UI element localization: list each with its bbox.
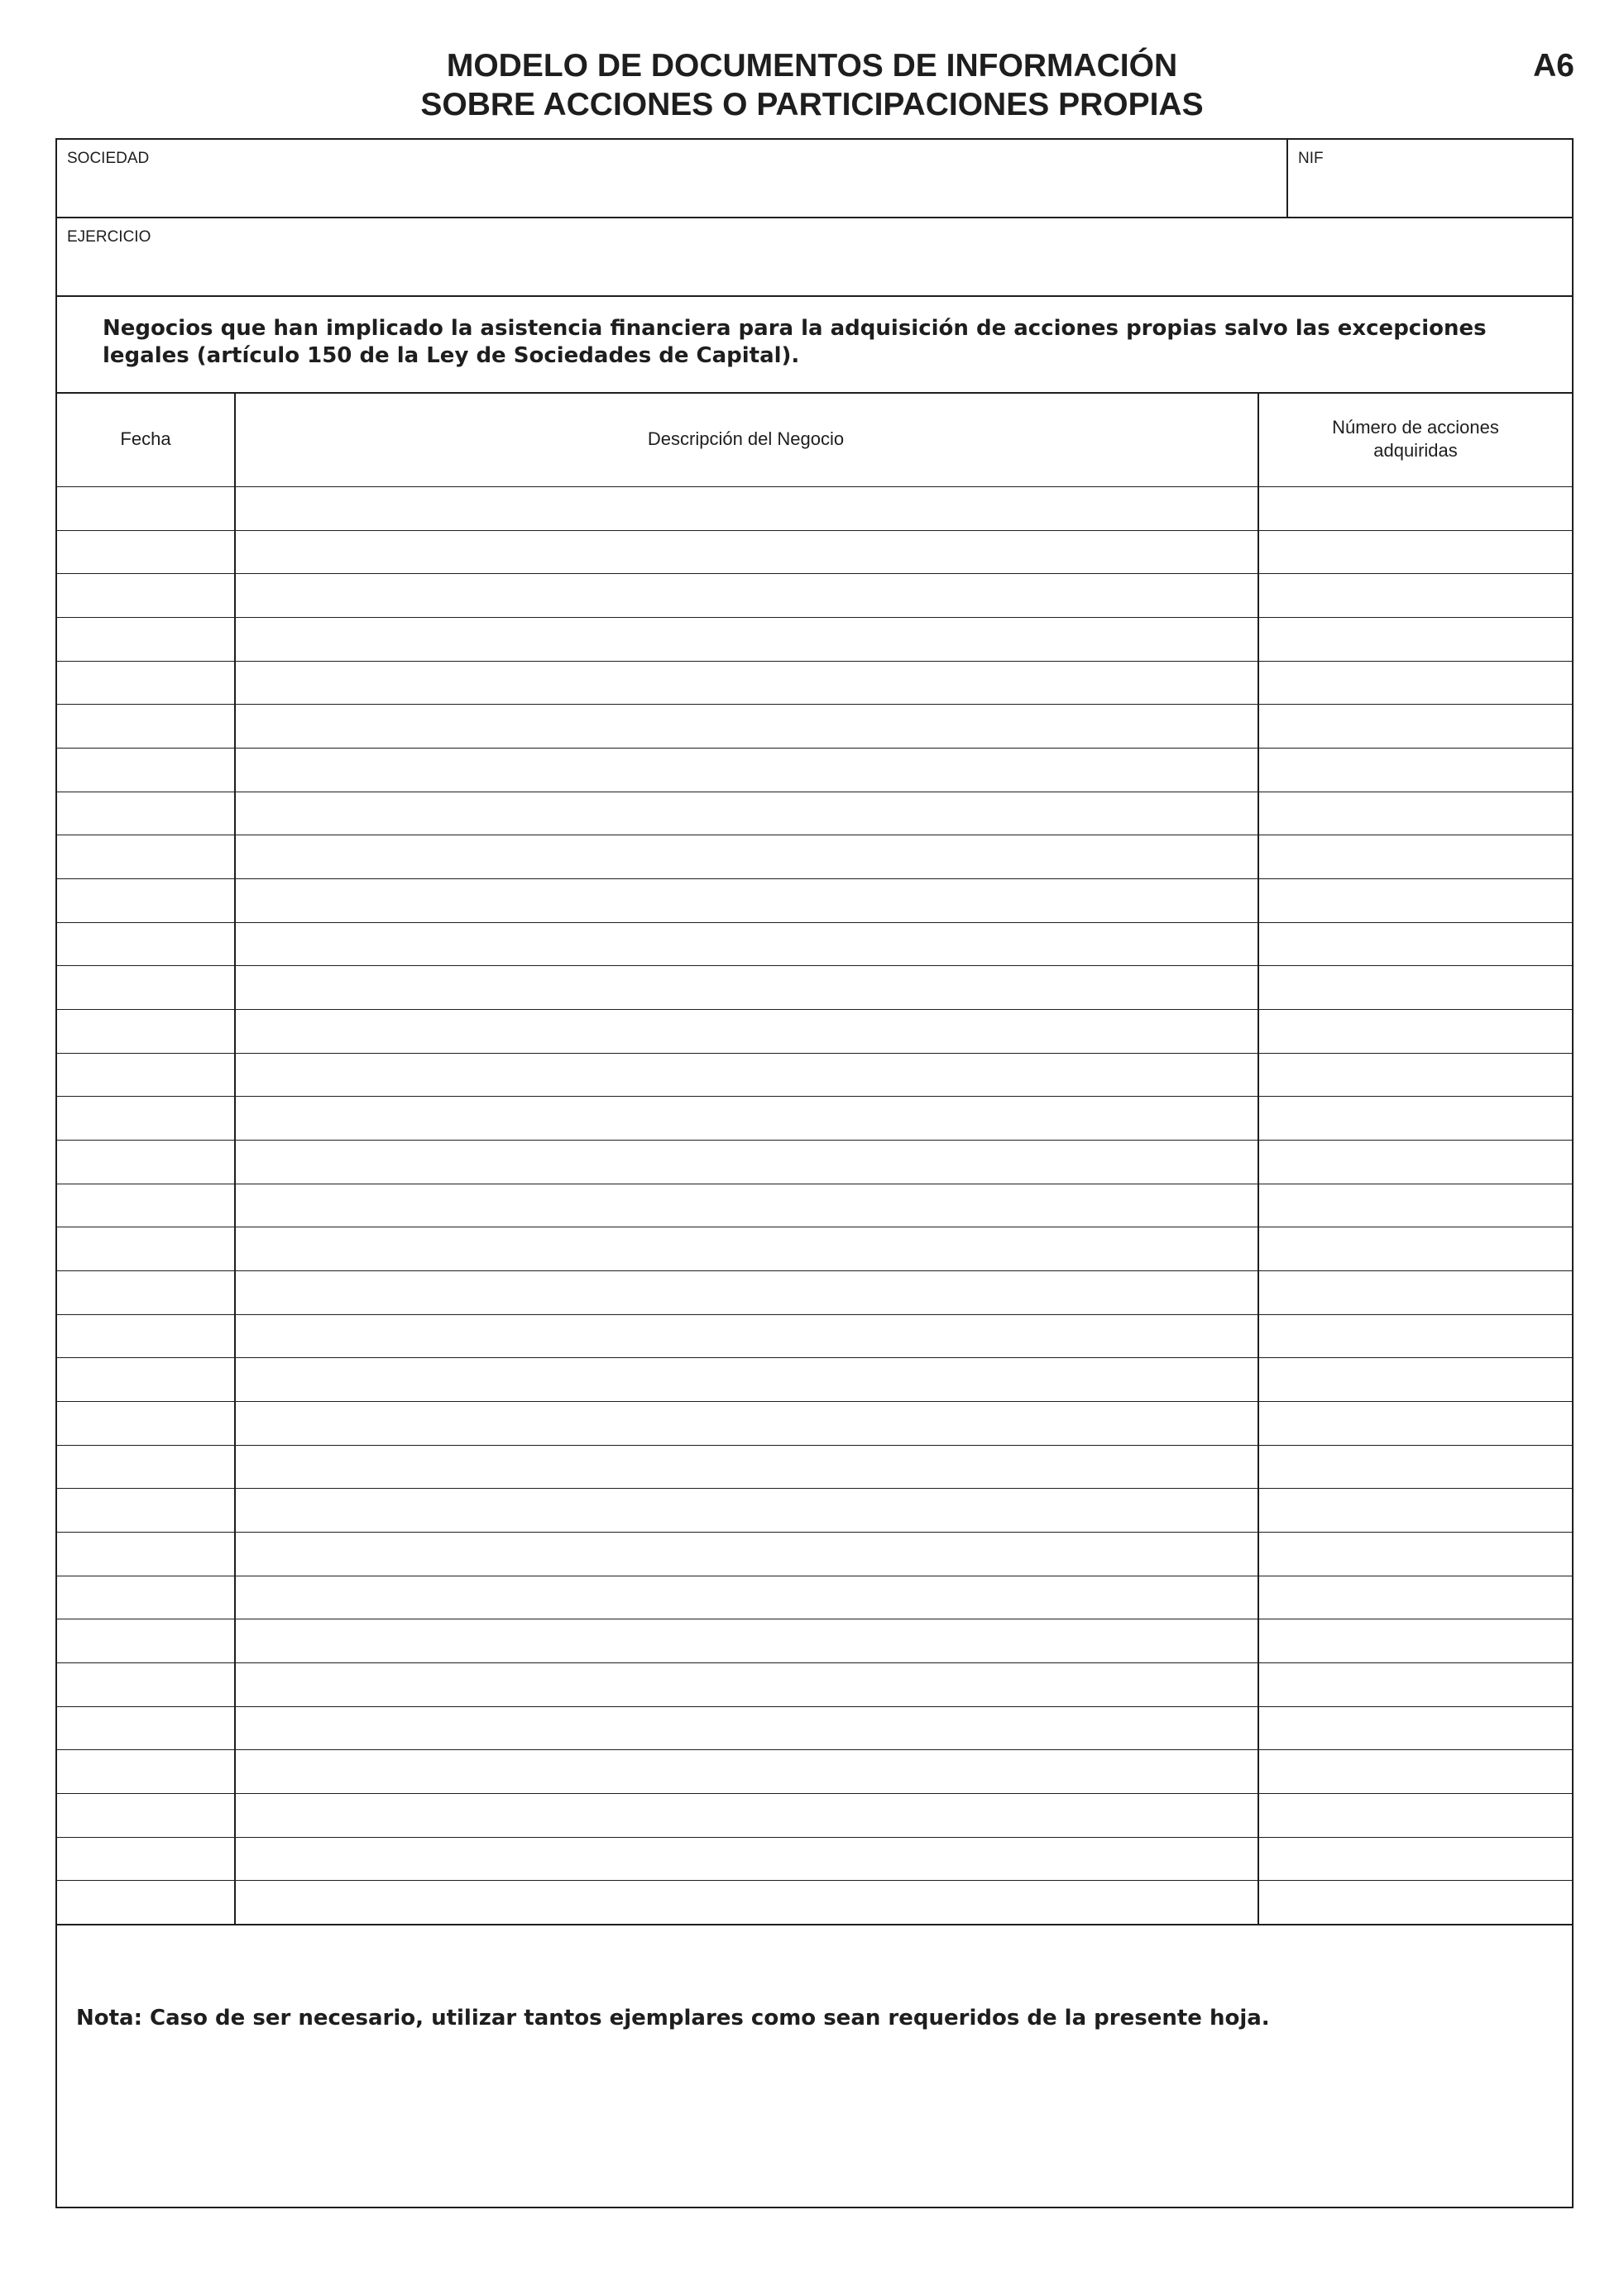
numero-acciones-input[interactable] <box>1258 662 1574 705</box>
numero-acciones-cell <box>1258 1097 1574 1140</box>
numero-acciones-cell <box>1258 879 1574 922</box>
fecha-input[interactable] <box>57 1446 234 1489</box>
fecha-cell <box>57 1184 234 1227</box>
table-row <box>57 922 1572 966</box>
table-row <box>57 878 1572 922</box>
fecha-input[interactable] <box>57 923 234 966</box>
descripcion-cell <box>234 1663 1258 1706</box>
divider <box>57 295 1572 297</box>
descripcion-input[interactable] <box>234 1663 1258 1706</box>
fecha-cell <box>57 487 234 530</box>
numero-acciones-cell <box>1258 1358 1574 1401</box>
numero-acciones-cell <box>1258 1663 1574 1706</box>
sociedad-input[interactable] <box>67 173 1277 210</box>
table-row <box>57 1619 1572 1662</box>
fecha-input[interactable] <box>57 879 234 922</box>
fecha-input[interactable] <box>57 1358 234 1401</box>
descripcion-cell <box>234 705 1258 748</box>
column-header-numero-acciones: Número de acciones adquiridas <box>1332 417 1499 461</box>
numero-acciones-input[interactable] <box>1258 705 1574 748</box>
descripcion-cell <box>234 531 1258 574</box>
descripcion-input[interactable] <box>234 1402 1258 1445</box>
numero-acciones-input[interactable] <box>1258 1794 1574 1837</box>
fecha-cell <box>57 1446 234 1489</box>
ejercicio-field <box>57 218 1572 295</box>
descripcion-cell <box>234 1358 1258 1401</box>
numero-acciones-input[interactable] <box>1258 879 1574 922</box>
numero-acciones-input[interactable] <box>1258 1446 1574 1489</box>
descripcion-cell <box>234 1881 1258 1924</box>
column-header-fecha: Fecha <box>120 428 171 449</box>
fecha-cell <box>57 705 234 748</box>
fecha-input[interactable] <box>57 1184 234 1227</box>
fecha-input[interactable] <box>57 1707 234 1750</box>
fecha-input[interactable] <box>57 1794 234 1837</box>
descripcion-input[interactable] <box>234 1794 1258 1837</box>
descripcion-input[interactable] <box>234 1838 1258 1881</box>
fecha-cell <box>57 574 234 617</box>
fecha-cell <box>57 1838 234 1881</box>
descripcion-input[interactable] <box>234 1881 1258 1924</box>
descripcion-input[interactable] <box>234 662 1258 705</box>
numero-acciones-cell <box>1258 1489 1574 1532</box>
form-frame <box>55 138 1574 2208</box>
descripcion-input[interactable] <box>234 792 1258 835</box>
section-heading: Negocios que han implicado la asistencia financiera para la adquisición de acciones propias salvo las excepciones legales (artículo 150 de la Ley de Sociedades de Capital). <box>103 316 1487 368</box>
descripcion-input[interactable] <box>234 1271 1258 1314</box>
numero-acciones-input[interactable] <box>1258 1489 1574 1532</box>
fecha-cell <box>57 1707 234 1750</box>
table-row <box>57 1793 1572 1837</box>
numero-acciones-cell <box>1258 749 1574 792</box>
fecha-cell <box>57 1054 234 1097</box>
numero-acciones-input[interactable] <box>1258 1358 1574 1401</box>
descripcion-cell <box>234 1184 1258 1227</box>
numero-acciones-input[interactable] <box>1258 966 1574 1009</box>
numero-acciones-cell <box>1258 531 1574 574</box>
numero-acciones-cell <box>1258 1619 1574 1662</box>
numero-acciones-cell <box>1258 1315 1574 1358</box>
descripcion-cell <box>234 1402 1258 1445</box>
table-row <box>57 1576 1572 1619</box>
descripcion-input[interactable] <box>234 835 1258 878</box>
numero-acciones-cell <box>1258 1794 1574 1837</box>
fecha-cell <box>57 966 234 1009</box>
numero-acciones-cell <box>1258 487 1574 530</box>
numero-acciones-input[interactable] <box>1258 1838 1574 1881</box>
fecha-cell <box>57 879 234 922</box>
numero-acciones-cell <box>1258 1010 1574 1053</box>
fecha-cell <box>57 923 234 966</box>
table-row <box>57 661 1572 705</box>
numero-acciones-input[interactable] <box>1258 1054 1574 1097</box>
table-row <box>57 965 1572 1009</box>
descripcion-input[interactable] <box>234 1097 1258 1140</box>
fecha-input[interactable] <box>57 1010 234 1053</box>
numero-acciones-cell <box>1258 1576 1574 1619</box>
table-row <box>57 1314 1572 1358</box>
descripcion-cell <box>234 1707 1258 1750</box>
fecha-cell <box>57 1358 234 1401</box>
descripcion-cell <box>234 1838 1258 1881</box>
table-row <box>57 1837 1572 1881</box>
column-header-descripcion: Descripción del Negocio <box>647 428 845 449</box>
descripcion-cell <box>234 835 1258 878</box>
descripcion-cell <box>234 1750 1258 1793</box>
fecha-input[interactable] <box>57 1750 234 1793</box>
numero-acciones-cell <box>1258 705 1574 748</box>
descripcion-cell <box>234 574 1258 617</box>
fecha-cell <box>57 792 234 835</box>
numero-acciones-input[interactable] <box>1258 1315 1574 1358</box>
fecha-cell <box>57 1794 234 1837</box>
numero-acciones-input[interactable] <box>1258 1097 1574 1140</box>
numero-acciones-input[interactable] <box>1258 618 1574 661</box>
numero-acciones-cell <box>1258 1838 1574 1881</box>
descripcion-input[interactable] <box>234 487 1258 530</box>
numero-acciones-cell <box>1258 1533 1574 1576</box>
fecha-cell <box>57 1576 234 1619</box>
ejercicio-label: EJERCICIO <box>67 228 151 246</box>
table-row <box>57 1445 1572 1489</box>
descripcion-cell <box>234 1010 1258 1053</box>
descripcion-input[interactable] <box>234 1358 1258 1401</box>
table-row <box>57 1096 1572 1140</box>
descripcion-input[interactable] <box>234 705 1258 748</box>
nif-field <box>1288 140 1572 217</box>
numero-acciones-cell <box>1258 1141 1574 1184</box>
descripcion-cell <box>234 1227 1258 1270</box>
descripcion-input[interactable] <box>234 1010 1258 1053</box>
table-row <box>57 573 1572 617</box>
numero-acciones-input[interactable] <box>1258 749 1574 792</box>
numero-acciones-cell <box>1258 1184 1574 1227</box>
operations-table <box>57 392 1572 1924</box>
fecha-input[interactable] <box>57 1227 234 1270</box>
descripcion-input[interactable] <box>234 1576 1258 1619</box>
descripcion-cell <box>234 966 1258 1009</box>
table-row <box>57 1488 1572 1532</box>
nif-label: NIF <box>1298 150 1324 167</box>
fecha-cell <box>57 1271 234 1314</box>
numero-acciones-cell <box>1258 835 1574 878</box>
numero-acciones-cell <box>1258 1750 1574 1793</box>
descripcion-cell <box>234 923 1258 966</box>
fecha-cell <box>57 1881 234 1924</box>
descripcion-input[interactable] <box>234 1054 1258 1097</box>
table-row <box>57 835 1572 878</box>
descripcion-input[interactable] <box>234 1141 1258 1184</box>
fecha-input[interactable] <box>57 618 234 661</box>
table-row <box>57 1357 1572 1401</box>
table-row <box>57 1053 1572 1097</box>
fecha-input[interactable] <box>57 574 234 617</box>
numero-acciones-input[interactable] <box>1258 1707 1574 1750</box>
fecha-cell <box>57 749 234 792</box>
descripcion-input[interactable] <box>234 1750 1258 1793</box>
numero-acciones-cell <box>1258 574 1574 617</box>
descripcion-cell <box>234 487 1258 530</box>
numero-acciones-cell <box>1258 1881 1574 1924</box>
numero-acciones-input[interactable] <box>1258 792 1574 835</box>
descripcion-input[interactable] <box>234 749 1258 792</box>
descripcion-input[interactable] <box>234 1707 1258 1750</box>
table-row <box>57 1227 1572 1270</box>
sociedad-label: SOCIEDAD <box>67 150 150 167</box>
fecha-cell <box>57 1489 234 1532</box>
numero-acciones-cell <box>1258 1446 1574 1489</box>
table-row <box>57 1140 1572 1184</box>
numero-acciones-input[interactable] <box>1258 1271 1574 1314</box>
descripcion-input[interactable] <box>234 1446 1258 1489</box>
numero-acciones-input[interactable] <box>1258 1619 1574 1662</box>
descripcion-input[interactable] <box>234 618 1258 661</box>
descripcion-cell <box>234 1619 1258 1662</box>
table-row <box>57 792 1572 835</box>
descripcion-input[interactable] <box>234 1315 1258 1358</box>
sociedad-field <box>57 140 1288 217</box>
fecha-cell <box>57 1010 234 1053</box>
fecha-input[interactable] <box>57 1097 234 1140</box>
fecha-input[interactable] <box>57 1402 234 1445</box>
fecha-input[interactable] <box>57 1533 234 1576</box>
table-row <box>57 704 1572 748</box>
footer-note: Nota: Caso de ser necesario, utilizar tantos ejemplares como sean requeridos de la presente hoja. <box>76 2006 1270 2031</box>
nif-input[interactable] <box>1298 173 1562 210</box>
descripcion-input[interactable] <box>234 1619 1258 1662</box>
fecha-cell <box>57 1402 234 1445</box>
title-line-2: SOBRE ACCIONES O PARTICIPACIONES PROPIAS <box>420 87 1204 122</box>
fecha-input[interactable] <box>57 1054 234 1097</box>
fecha-input[interactable] <box>57 1663 234 1706</box>
descripcion-cell <box>234 1141 1258 1184</box>
fecha-cell <box>57 1533 234 1576</box>
table-row <box>57 1706 1572 1750</box>
descripcion-input[interactable] <box>234 1533 1258 1576</box>
numero-acciones-input[interactable] <box>1258 574 1574 617</box>
fecha-input[interactable] <box>57 531 234 574</box>
fecha-input[interactable] <box>57 487 234 530</box>
fecha-input[interactable] <box>57 1271 234 1314</box>
table-row <box>57 530 1572 574</box>
descripcion-cell <box>234 1576 1258 1619</box>
fecha-input[interactable] <box>57 662 234 705</box>
numero-acciones-input[interactable] <box>1258 1402 1574 1445</box>
descripcion-cell <box>234 879 1258 922</box>
fecha-input[interactable] <box>57 705 234 748</box>
form-code: A6 <box>1533 48 1574 84</box>
fecha-cell <box>57 1663 234 1706</box>
numero-acciones-cell <box>1258 618 1574 661</box>
fecha-cell <box>57 1141 234 1184</box>
fecha-input[interactable] <box>57 1576 234 1619</box>
table-row <box>57 1184 1572 1227</box>
title-line-1: MODELO DE DOCUMENTOS DE INFORMACIÓN <box>446 48 1178 84</box>
fecha-cell <box>57 531 234 574</box>
table-row <box>57 1401 1572 1445</box>
fecha-cell <box>57 835 234 878</box>
numero-acciones-input[interactable] <box>1258 1533 1574 1576</box>
fecha-input[interactable] <box>57 1881 234 1924</box>
numero-acciones-input[interactable] <box>1258 835 1574 878</box>
numero-acciones-input[interactable] <box>1258 1010 1574 1053</box>
ejercicio-input[interactable] <box>67 251 1562 289</box>
numero-acciones-cell <box>1258 1707 1574 1750</box>
numero-acciones-cell <box>1258 1271 1574 1314</box>
numero-acciones-input[interactable] <box>1258 1227 1574 1270</box>
numero-acciones-input[interactable] <box>1258 1750 1574 1793</box>
numero-acciones-cell <box>1258 1402 1574 1445</box>
fecha-input[interactable] <box>57 1141 234 1184</box>
table-row <box>57 1749 1572 1793</box>
fecha-input[interactable] <box>57 792 234 835</box>
fecha-cell <box>57 1619 234 1662</box>
descripcion-input[interactable] <box>234 923 1258 966</box>
numero-acciones-input[interactable] <box>1258 531 1574 574</box>
descripcion-input[interactable] <box>234 1184 1258 1227</box>
descripcion-cell <box>234 1794 1258 1837</box>
descripcion-cell <box>234 1489 1258 1532</box>
page-title <box>0 46 1624 124</box>
fecha-cell <box>57 1097 234 1140</box>
descripcion-cell <box>234 1097 1258 1140</box>
numero-acciones-input[interactable] <box>1258 1576 1574 1619</box>
numero-acciones-input[interactable] <box>1258 923 1574 966</box>
fecha-input[interactable] <box>57 1619 234 1662</box>
numero-acciones-input[interactable] <box>1258 1663 1574 1706</box>
table-row <box>57 1270 1572 1314</box>
descripcion-cell <box>234 749 1258 792</box>
descripcion-cell <box>234 1446 1258 1489</box>
numero-acciones-cell <box>1258 662 1574 705</box>
table-row <box>57 1662 1572 1706</box>
table-row <box>57 1532 1572 1576</box>
descripcion-cell <box>234 1054 1258 1097</box>
fecha-input[interactable] <box>57 1838 234 1881</box>
table-row <box>57 748 1572 792</box>
fecha-input[interactable] <box>57 835 234 878</box>
fecha-input[interactable] <box>57 1315 234 1358</box>
numero-acciones-cell <box>1258 1054 1574 1097</box>
table-row <box>57 617 1572 661</box>
fecha-cell <box>57 662 234 705</box>
numero-acciones-cell <box>1258 792 1574 835</box>
numero-acciones-input[interactable] <box>1258 1184 1574 1227</box>
divider <box>57 1924 1572 1925</box>
fecha-cell <box>57 1315 234 1358</box>
numero-acciones-input[interactable] <box>1258 487 1574 530</box>
descripcion-cell <box>234 618 1258 661</box>
descripcion-input[interactable] <box>234 1227 1258 1270</box>
table-row <box>57 1009 1572 1053</box>
numero-acciones-cell <box>1258 1227 1574 1270</box>
table-row <box>57 486 1572 530</box>
fecha-input[interactable] <box>57 966 234 1009</box>
numero-acciones-input[interactable] <box>1258 1141 1574 1184</box>
numero-acciones-cell <box>1258 966 1574 1009</box>
descripcion-input[interactable] <box>234 1489 1258 1532</box>
numero-acciones-cell <box>1258 923 1574 966</box>
descripcion-input[interactable] <box>234 574 1258 617</box>
table-row <box>57 1880 1572 1924</box>
descripcion-input[interactable] <box>234 879 1258 922</box>
descripcion-cell <box>234 1533 1258 1576</box>
fecha-cell <box>57 1227 234 1270</box>
descripcion-input[interactable] <box>234 531 1258 574</box>
fecha-input[interactable] <box>57 1489 234 1532</box>
fecha-cell <box>57 618 234 661</box>
descripcion-cell <box>234 1315 1258 1358</box>
descripcion-cell <box>234 792 1258 835</box>
descripcion-cell <box>234 662 1258 705</box>
fecha-cell <box>57 1750 234 1793</box>
numero-acciones-input[interactable] <box>1258 1881 1574 1924</box>
fecha-input[interactable] <box>57 749 234 792</box>
descripcion-cell <box>234 1271 1258 1314</box>
descripcion-input[interactable] <box>234 966 1258 1009</box>
